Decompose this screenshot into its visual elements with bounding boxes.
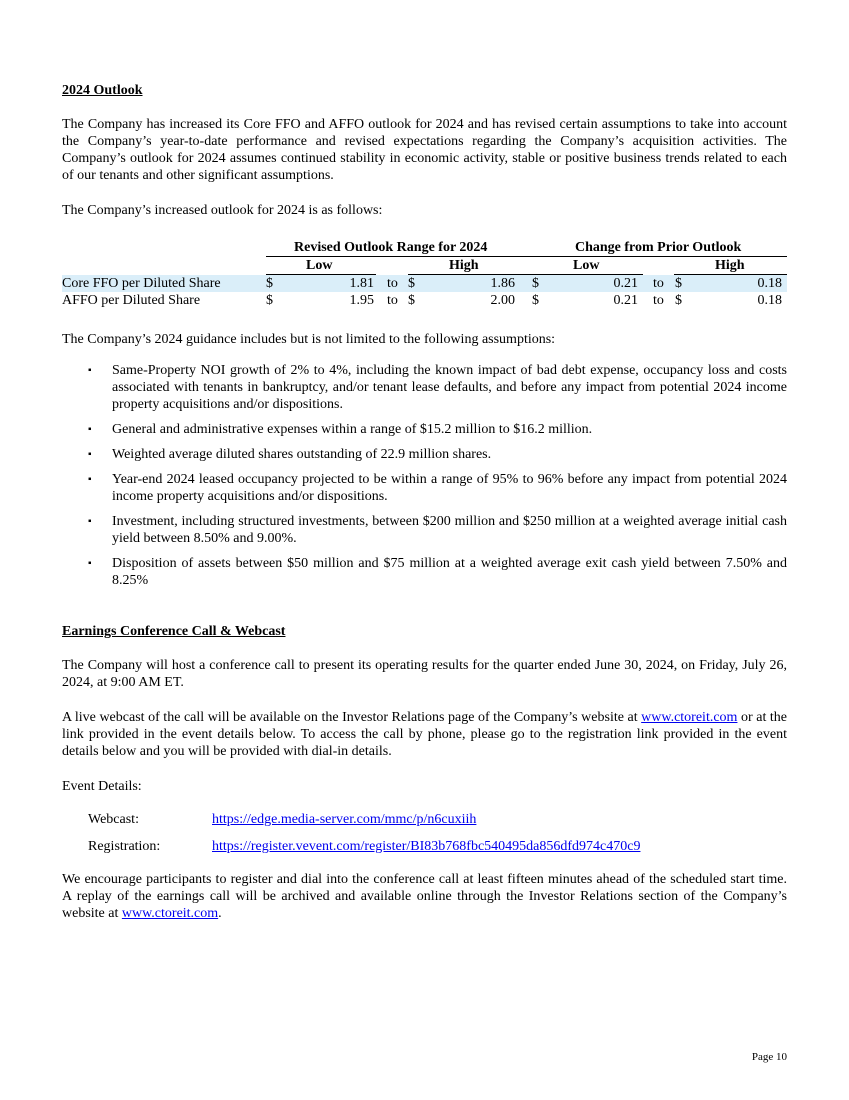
list-item-text: General and administrative expenses within a range of $15.2 million to $16.2 million. bbox=[112, 422, 593, 437]
list-item bbox=[62, 471, 787, 505]
increased-outlook-line: The Company’s increased outlook for 2024 is as follows: bbox=[62, 203, 383, 218]
currency-symbol: $ bbox=[408, 276, 415, 291]
currency-symbol: $ bbox=[532, 293, 539, 308]
call-paragraph-2-before: A live webcast of the call will be available on the Investor Relations page of the Company’s website at bbox=[62, 710, 642, 725]
group-header-revised: Revised Outlook Range for 2024 bbox=[294, 240, 488, 255]
subheader-low-1: Low bbox=[306, 258, 333, 273]
conference-call-heading: Earnings Conference Call & Webcast bbox=[62, 624, 286, 639]
bullet-icon: ▪ bbox=[88, 516, 92, 527]
registration-label: Registration: bbox=[88, 839, 161, 854]
to-word: to bbox=[387, 293, 398, 308]
row-label: Core FFO per Diluted Share bbox=[62, 276, 221, 291]
guidance-list bbox=[62, 362, 787, 589]
outlook-heading: 2024 Outlook bbox=[62, 83, 143, 98]
currency-symbol: $ bbox=[408, 293, 415, 308]
call-paragraph-3-after: . bbox=[218, 906, 222, 921]
list-item-text: Investment, including structured investments, between $200 million and $250 million at a weighted average initial cash yield between 8.50% and 9.00%. bbox=[112, 514, 787, 546]
change-high-value: 0.18 bbox=[757, 293, 782, 308]
group-header-change: Change from Prior Outlook bbox=[575, 240, 742, 255]
list-item-text: Year-end 2024 leased occupancy projected to be within a range of 95% to 96% before any impact from potential 2024 income property acquisitions and/or dispositions. bbox=[112, 472, 787, 504]
list-item bbox=[62, 513, 787, 547]
list-item-text: Disposition of assets between $50 million and $75 million at a weighted average exit cash yield between 7.50% and 8.25% bbox=[112, 556, 787, 588]
change-low-value: 0.21 bbox=[613, 276, 638, 291]
webcast-row bbox=[62, 811, 787, 828]
list-item bbox=[62, 421, 787, 438]
registration-row bbox=[62, 838, 787, 855]
currency-symbol: $ bbox=[532, 276, 539, 291]
list-item bbox=[62, 555, 787, 589]
guidance-intro: The Company’s 2024 guidance includes but is not limited to the following assumptions: bbox=[62, 332, 556, 347]
call-paragraph-3 bbox=[62, 871, 787, 922]
outlook-intro-paragraph: The Company has increased its Core FFO and AFFO outlook for 2024 and has revised certain assumptions to take into account the Company’s year-to-date performance and revised expectations regarding the Company’s acquisition activities. The Company’s outlook for 2024 assumes continued stability in economic activity, stable or positive business trends related to each of our tenants and other significant assumptions. bbox=[62, 117, 787, 183]
currency-symbol: $ bbox=[266, 276, 273, 291]
list-item bbox=[62, 362, 787, 413]
high-value: 2.00 bbox=[490, 293, 515, 308]
document-page bbox=[62, 82, 787, 922]
to-word: to bbox=[653, 276, 664, 291]
website-link[interactable]: www.ctoreit.com bbox=[641, 710, 738, 725]
bullet-icon: ▪ bbox=[88, 365, 92, 376]
call-paragraph-3-before: We encourage participants to register and dial into the conference call at least fifteen minutes ahead of the scheduled start time. A replay of the earnings call will be archived and available online through the Investor Relations section of the Company’s website at bbox=[62, 872, 787, 921]
bullet-icon: ▪ bbox=[88, 424, 92, 435]
webcast-label: Webcast: bbox=[88, 812, 139, 827]
event-details-label: Event Details: bbox=[62, 779, 142, 794]
currency-symbol: $ bbox=[266, 293, 273, 308]
bullet-icon: ▪ bbox=[88, 558, 92, 569]
to-word: to bbox=[653, 293, 664, 308]
row-label: AFFO per Diluted Share bbox=[62, 293, 201, 308]
table-row-core-ffo bbox=[62, 275, 787, 292]
subheader-high-2: High bbox=[715, 258, 745, 273]
low-value: 1.95 bbox=[349, 293, 374, 308]
bullet-icon: ▪ bbox=[88, 449, 92, 460]
list-item-text: Same-Property NOI growth of 2% to 4%, including the known impact of bad debt expense, occupancy loss and costs associated with tenants in bankruptcy, and/or tenant lease defaults, and before any impact from potential 2024 income property acquisitions and/or dispositions. bbox=[112, 363, 787, 412]
registration-link[interactable]: https://register.vevent.com/register/BI83b768fbc540495da856dfd974c470c9 bbox=[212, 839, 641, 854]
low-value: 1.81 bbox=[349, 276, 374, 291]
call-paragraph-1: The Company will host a conference call to present its operating results for the quarter ended June 30, 2024, on Friday, July 26, 2024, at 9:00 AM ET. bbox=[62, 658, 787, 690]
to-word: to bbox=[387, 276, 398, 291]
change-high-value: 0.18 bbox=[757, 276, 782, 291]
call-paragraph-2-after: or at the link provided in the event details below. To access the call by phone, please go to the registration link provided in the event details below and you will be provided with dial-in details. bbox=[62, 710, 787, 759]
website-link[interactable]: www.ctoreit.com bbox=[121, 906, 219, 921]
list-item bbox=[62, 446, 787, 463]
table-subheader-row bbox=[62, 257, 787, 274]
table-row-affo bbox=[62, 292, 787, 309]
subheader-low-2: Low bbox=[573, 258, 600, 273]
table-group-header-row bbox=[62, 239, 787, 256]
page-number: Page 10 bbox=[751, 1051, 787, 1063]
list-item-text: Weighted average diluted shares outstanding of 22.9 million shares. bbox=[112, 447, 492, 462]
high-value: 1.86 bbox=[490, 276, 515, 291]
subheader-high-1: High bbox=[449, 258, 479, 273]
currency-symbol: $ bbox=[675, 293, 682, 308]
call-paragraph-2 bbox=[62, 709, 787, 760]
webcast-link[interactable]: https://edge.media-server.com/mmc/p/n6cuxiih bbox=[212, 812, 477, 827]
outlook-table bbox=[62, 239, 787, 311]
bullet-icon: ▪ bbox=[88, 474, 92, 485]
currency-symbol: $ bbox=[675, 276, 682, 291]
change-low-value: 0.21 bbox=[613, 293, 638, 308]
